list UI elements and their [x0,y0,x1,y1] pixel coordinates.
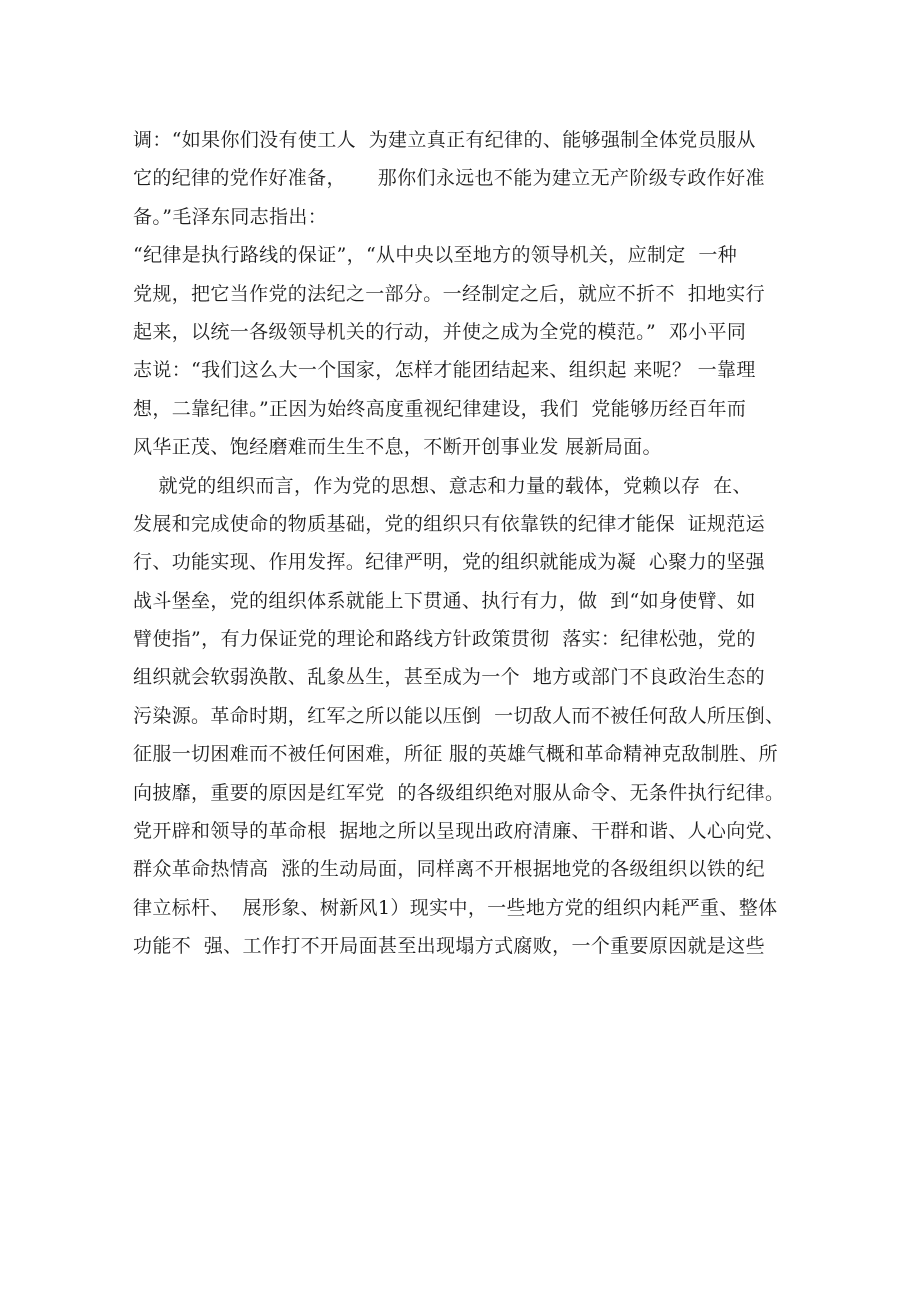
text-line: 臂使指”，有力保证党的理论和路线方针政策贯彻 落实：纪律松弛，党的 [133,628,756,651]
text-line: 就党的组织而言，作为党的思想、意志和力量的载体，党赖以存 在、 [133,474,752,497]
text-line: 功能不 强、工作打不开局面甚至出现塌方式腐败，一个重要原因就是这些 [133,935,765,958]
text-line: 它的纪律的党作好准备， 那你们永远也不能为建立无产阶级专政作好准 [133,167,765,190]
text-line: 发展和完成使命的物质基础，党的组织只有依靠铁的纪律才能保 证规范运 [133,512,765,535]
text-line: 污染源。革命时期，红军之所以能以压倒 一切敌人而不被任何敌人所压倒、 [133,704,785,727]
document-body [133,121,803,966]
text-line: 党规，把它当作党的法纪之一部分。一经制定之后，就应不折不 扣地实行 [133,282,765,305]
text-line: 调：“如果你们没有使工人 为建立真正有纪律的、能够强制全体党员服从 [133,129,756,151]
text-line: 律立标杆、 展形象、树新风1）现实中，一些地方党的组织内耗严重、整体 [133,896,778,919]
text-line: 组织就会软弱涣散、乱象丛生，甚至成为一个 地方或部门不良政治生态的 [133,666,765,689]
text-line: 想，二靠纪律。”正因为始终高度重视纪律建设，我们 党能够历经百年而 [133,397,747,420]
text-line: 向披靡，重要的原因是红军党 的各级组织绝对服从命令、无条件执行纪律。 [133,781,785,804]
text-line: “纪律是执行路线的保证”，“从中央以至地方的领导机关，应制定 一种 [133,244,738,267]
text-line: 党开辟和领导的革命根 据地之所以呈现出政府清廉、干群和谐、人心向党、 [133,820,785,843]
text-line: 志说：“我们这么大一个国家，怎样才能团结起来、组织起 来呢？ 一靠理 [133,359,756,382]
text-line: 备。”毛泽东同志指出： [133,205,328,228]
text-line: 征服一切困难而不被任何困难，所征 服的英雄气概和革命精神克敌制胜、所 [133,743,778,766]
text-line: 行、功能实现、作用发挥。纪律严明，党的组织就能成为凝 心聚力的坚强 [133,551,765,574]
text-line: 战斗堡垒，党的组织体系就能上下贯通、执行有力，做 到“如身使臂、如 [133,589,756,612]
text-line: 群众革命热情高 涨的生动局面，同样离不开根据地党的各级组织以铁的纪 [133,858,765,881]
text-line: 起来，以统一各级领导机关的行动，并使之成为全党的模范。” 邓小平同 [133,320,747,343]
text-line: 风华正茂、饱经磨难而生生不息，不断开创事业发 展新局面。 [133,436,662,459]
